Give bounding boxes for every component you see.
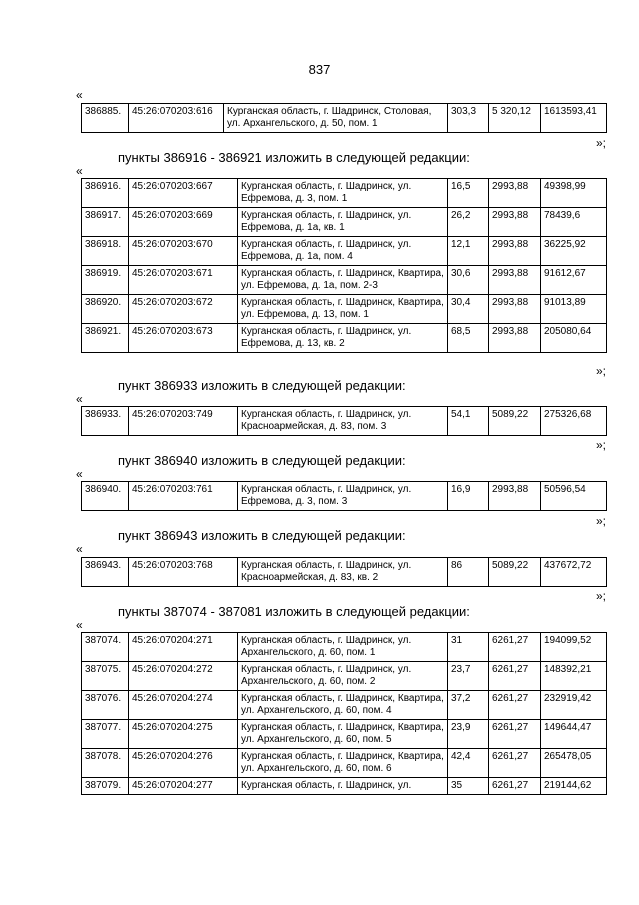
address: Курганская область, г. Шадринск, Квартира, ул. Ефремова, д. 1а, пом. 2-3 — [238, 266, 448, 295]
area: 86 — [448, 558, 489, 587]
specific-value: 5089,22 — [489, 558, 541, 587]
area: 23,7 — [448, 662, 489, 691]
cadastral-value: 149644,47 — [541, 720, 607, 749]
quote-open: « — [76, 542, 83, 556]
cadastral-value: 36225,92 — [541, 237, 607, 266]
area: 35 — [448, 778, 489, 795]
address: Курганская область, г. Шадринск, ул. Красноармейская, д. 83, пом. 3 — [238, 407, 448, 436]
specific-value: 6261,27 — [489, 778, 541, 795]
address: Курганская область, г. Шадринск, Столовая, ул. Архангельского, д. 50, пом. 1 — [224, 104, 448, 133]
cadastral-value: 275326,68 — [541, 407, 607, 436]
address: Курганская область, г. Шадринск, ул. Архангельского, д. 60, пом. 1 — [238, 633, 448, 662]
quote-open: « — [76, 392, 83, 406]
area: 30,6 — [448, 266, 489, 295]
cadastral-number: 45:26:070203:672 — [129, 295, 238, 324]
table-row — [82, 662, 607, 691]
row-number: 386940. — [82, 482, 129, 511]
address: Курганская область, г. Шадринск, ул. Ефремова, д. 3, пом. 1 — [238, 179, 448, 208]
area: 68,5 — [448, 324, 489, 353]
address: Курганская область, г. Шадринск, ул. Ефремова, д. 13, кв. 2 — [238, 324, 448, 353]
registry-table — [81, 481, 607, 511]
table-row — [82, 691, 607, 720]
page-number: 837 — [308, 62, 331, 77]
cadastral-value: 148392,21 — [541, 662, 607, 691]
cadastral-value: 194099,52 — [541, 633, 607, 662]
row-number: 387078. — [82, 749, 129, 778]
area: 26,2 — [448, 208, 489, 237]
row-number: 386885. — [82, 104, 129, 133]
quote-open: « — [76, 467, 83, 481]
cadastral-number: 45:26:070203:749 — [129, 407, 238, 436]
row-number: 387077. — [82, 720, 129, 749]
row-number: 386918. — [82, 237, 129, 266]
cadastral-number: 45:26:070204:271 — [129, 633, 238, 662]
cadastral-number: 45:26:070203:616 — [129, 104, 224, 133]
table-row — [82, 633, 607, 662]
specific-value: 6261,27 — [489, 749, 541, 778]
row-number: 386917. — [82, 208, 129, 237]
address: Курганская область, г. Шадринск, Квартира, ул. Ефремова, д. 13, пом. 1 — [238, 295, 448, 324]
specific-value: 6261,27 — [489, 662, 541, 691]
quote-close: »; — [596, 438, 607, 452]
specific-value: 5 320,12 — [489, 104, 541, 133]
cadastral-number: 45:26:070203:669 — [129, 208, 238, 237]
address: Курганская область, г. Шадринск, ул. Красноармейская, д. 83, кв. 2 — [238, 558, 448, 587]
address: Курганская область, г. Шадринск, Квартира, ул. Архангельского, д. 60, пом. 6 — [238, 749, 448, 778]
table-row — [82, 237, 607, 266]
cadastral-number: 45:26:070203:667 — [129, 179, 238, 208]
specific-value: 2993,88 — [489, 295, 541, 324]
specific-value: 2993,88 — [489, 179, 541, 208]
row-number: 386943. — [82, 558, 129, 587]
specific-value: 2993,88 — [489, 208, 541, 237]
row-number: 386916. — [82, 179, 129, 208]
specific-value: 2993,88 — [489, 482, 541, 511]
cadastral-value: 265478,05 — [541, 749, 607, 778]
quote-open: « — [76, 164, 83, 178]
quote-open: « — [76, 88, 83, 102]
specific-value: 5089,22 — [489, 407, 541, 436]
area: 31 — [448, 633, 489, 662]
table-row — [82, 749, 607, 778]
cadastral-number: 45:26:070203:673 — [129, 324, 238, 353]
address: Курганская область, г. Шадринск, ул. — [238, 778, 448, 795]
instruction-text: пункт 386933 изложить в следующей редакции: — [118, 378, 406, 393]
quote-close: »; — [596, 514, 607, 528]
row-number: 386933. — [82, 407, 129, 436]
cadastral-number: 45:26:070204:272 — [129, 662, 238, 691]
area: 23,9 — [448, 720, 489, 749]
cadastral-number: 45:26:070203:761 — [129, 482, 238, 511]
area: 42,4 — [448, 749, 489, 778]
table-row — [82, 266, 607, 295]
cadastral-value: 219144,62 — [541, 778, 607, 795]
address: Курганская область, г. Шадринск, Квартира, ул. Архангельского, д. 60, пом. 5 — [238, 720, 448, 749]
cadastral-number: 45:26:070204:275 — [129, 720, 238, 749]
table-row — [82, 407, 607, 436]
cadastral-number: 45:26:070204:276 — [129, 749, 238, 778]
cadastral-number: 45:26:070203:670 — [129, 237, 238, 266]
cadastral-number: 45:26:070204:277 — [129, 778, 238, 795]
area: 16,5 — [448, 179, 489, 208]
address: Курганская область, г. Шадринск, ул. Архангельского, д. 60, пом. 2 — [238, 662, 448, 691]
table-row — [82, 720, 607, 749]
cadastral-value: 50596,54 — [541, 482, 607, 511]
table-row — [82, 324, 607, 353]
quote-close: »; — [596, 364, 607, 378]
table-row — [82, 558, 607, 587]
registry-table — [81, 178, 607, 353]
specific-value: 2993,88 — [489, 266, 541, 295]
registry-table — [81, 406, 607, 436]
instruction-text: пункт 386943 изложить в следующей редакции: — [118, 528, 406, 543]
cadastral-number: 45:26:070203:768 — [129, 558, 238, 587]
cadastral-number: 45:26:070203:671 — [129, 266, 238, 295]
area: 303,3 — [448, 104, 489, 133]
row-number: 387079. — [82, 778, 129, 795]
area: 37,2 — [448, 691, 489, 720]
cadastral-value: 78439,6 — [541, 208, 607, 237]
table-row — [82, 482, 607, 511]
specific-value: 6261,27 — [489, 633, 541, 662]
registry-table — [81, 632, 607, 795]
row-number: 387074. — [82, 633, 129, 662]
area: 16,9 — [448, 482, 489, 511]
quote-close: »; — [596, 136, 607, 150]
cadastral-value: 437672,72 — [541, 558, 607, 587]
registry-table — [81, 557, 607, 587]
table-row — [82, 104, 607, 133]
row-number: 386921. — [82, 324, 129, 353]
table-row — [82, 179, 607, 208]
cadastral-number: 45:26:070204:274 — [129, 691, 238, 720]
specific-value: 2993,88 — [489, 237, 541, 266]
table-row — [82, 208, 607, 237]
quote-close: »; — [596, 589, 607, 603]
row-number: 386919. — [82, 266, 129, 295]
registry-table — [81, 103, 607, 133]
row-number: 387076. — [82, 691, 129, 720]
cadastral-value: 49398,99 — [541, 179, 607, 208]
area: 54,1 — [448, 407, 489, 436]
specific-value: 6261,27 — [489, 720, 541, 749]
cadastral-value: 232919,42 — [541, 691, 607, 720]
quote-open: « — [76, 618, 83, 632]
specific-value: 6261,27 — [489, 691, 541, 720]
row-number: 386920. — [82, 295, 129, 324]
address: Курганская область, г. Шадринск, ул. Ефремова, д. 1а, кв. 1 — [238, 208, 448, 237]
instruction-text: пункт 386940 изложить в следующей редакции: — [118, 453, 406, 468]
cadastral-value: 205080,64 — [541, 324, 607, 353]
address: Курганская область, г. Шадринск, ул. Ефремова, д. 1а, пом. 4 — [238, 237, 448, 266]
table-row — [82, 778, 607, 795]
instruction-text: пункты 386916 - 386921 изложить в следующей редакции: — [118, 150, 470, 165]
table-row — [82, 295, 607, 324]
address: Курганская область, г. Шадринск, Квартира, ул. Архангельского, д. 60, пом. 4 — [238, 691, 448, 720]
cadastral-value: 91013,89 — [541, 295, 607, 324]
area: 12,1 — [448, 237, 489, 266]
cadastral-value: 91612,67 — [541, 266, 607, 295]
instruction-text: пункты 387074 - 387081 изложить в следующей редакции: — [118, 604, 470, 619]
specific-value: 2993,88 — [489, 324, 541, 353]
cadastral-value: 1613593,41 — [541, 104, 607, 133]
area: 30,4 — [448, 295, 489, 324]
row-number: 387075. — [82, 662, 129, 691]
address: Курганская область, г. Шадринск, ул. Ефремова, д. 3, пом. 3 — [238, 482, 448, 511]
